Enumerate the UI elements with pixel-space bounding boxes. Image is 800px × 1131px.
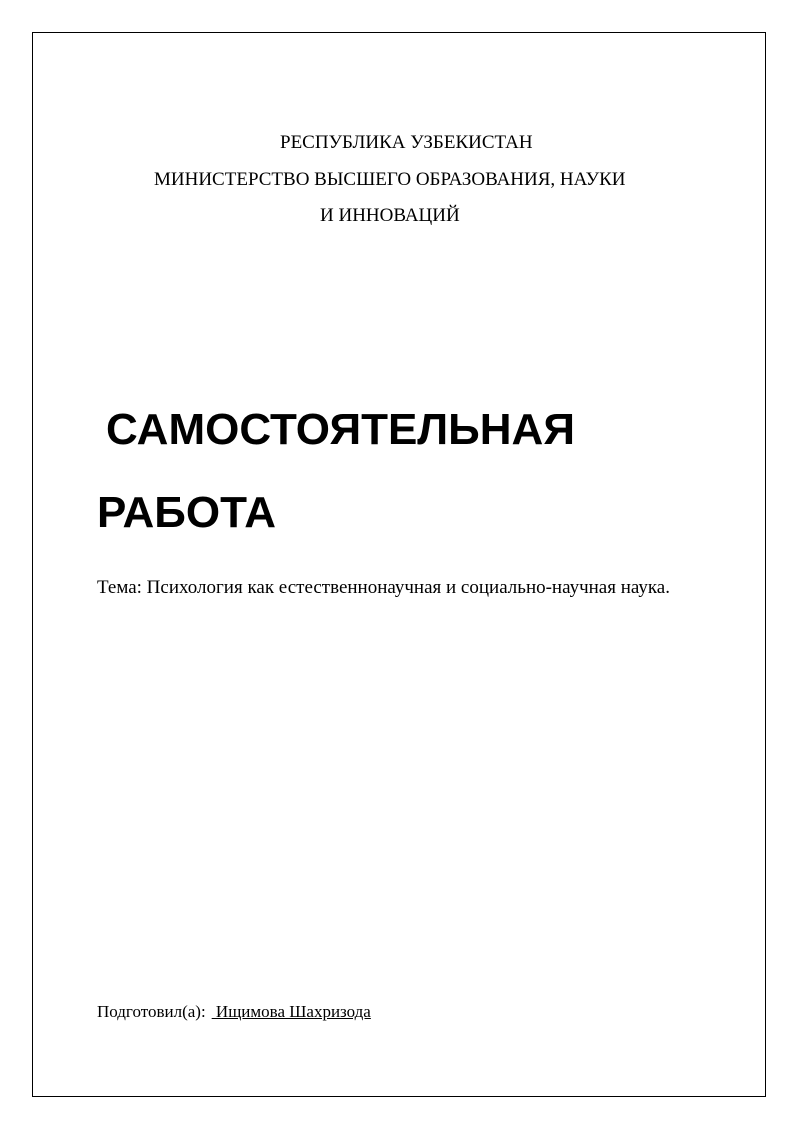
prepared-by-line bbox=[97, 1002, 371, 1022]
document-title-line2: РАБОТА bbox=[97, 488, 276, 537]
theme-paragraph: Тема: Психология как естественнонаучная и социально-научная наука. bbox=[97, 577, 670, 598]
country-heading: РЕСПУБЛИКА УЗБЕКИСТАН bbox=[280, 132, 533, 153]
page-border bbox=[32, 32, 766, 1097]
ministry-heading-continued: И ИННОВАЦИЙ bbox=[320, 205, 460, 226]
document-title-line1: САМОСТОЯТЕЛЬНАЯ bbox=[106, 405, 575, 454]
prepared-by-label: Подготовил(а): bbox=[97, 1002, 206, 1021]
author-name: Ищимова Шахризода bbox=[211, 1002, 371, 1021]
ministry-heading: МИНИСТЕРСТВО ВЫСШЕГО ОБРАЗОВАНИЯ, НАУКИ bbox=[154, 169, 626, 190]
